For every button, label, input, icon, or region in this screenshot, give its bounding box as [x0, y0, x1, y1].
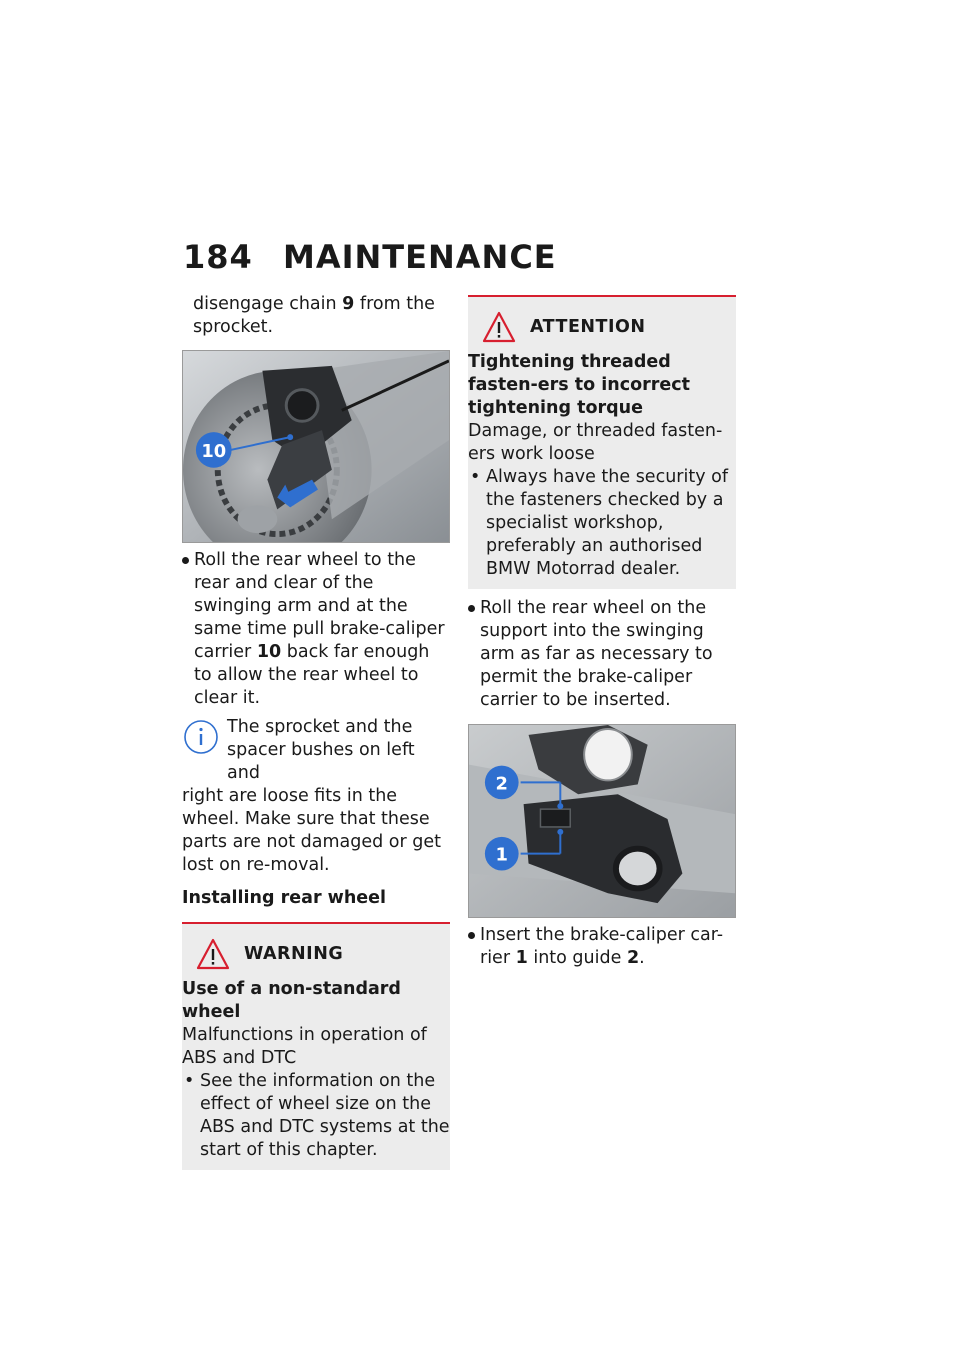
step-roll-wheel: Roll the rear wheel to the rear and clear of the swinging arm and at the same time pull brake-caliper carrier 10 back far enough to allow the rear wheel to clear it. [182, 549, 450, 710]
warning-bullet: • See the information on the effect of wheel size on the ABS and DTC systems at the start of this chapter. [184, 1071, 450, 1160]
note-text-rest: right are loose fits in the wheel. Make sure that these parts are not damaged or get lost on re-moval. [182, 786, 442, 875]
section-title: MAINTENANCE [283, 238, 557, 276]
page-number: 184 [183, 238, 253, 276]
info-icon [182, 718, 220, 756]
right-column [468, 295, 736, 970]
warning-heading: Use of a non-standard wheel [182, 979, 401, 1022]
warning-triangle-icon [196, 938, 230, 970]
bullet-dot [182, 557, 189, 564]
callout-label-2: 2 [495, 773, 508, 795]
attention-consequence: Damage, or threaded fasten-ers work loose [468, 421, 723, 464]
callout-label-1: 1 [495, 844, 508, 866]
caliper-carrier-photo [468, 724, 736, 918]
brake-caliper-illustration [183, 351, 449, 542]
step-insert-carrier: Insert the brake-caliper car-rier 1 into guide 2. [468, 924, 736, 970]
bullet-dot [468, 605, 475, 612]
attention-bullet: • Always have the security of the fasteners checked by a specialist workshop, preferably an authorised BMW Motorrad dealer. [470, 467, 728, 579]
warning-box [182, 922, 450, 1170]
intro-text: disengage chain 9 from the sprocket. [193, 294, 435, 337]
attention-title: ATTENTION [530, 316, 646, 337]
step-roll-on-support: Roll the rear wheel on the support into the swinging arm as far as necessary to permit the brake-caliper carrier to be inserted. [468, 597, 736, 712]
note-text-first: The sprocket and the spacer bushes on left and [227, 717, 415, 783]
left-column [182, 293, 450, 1170]
page-header [183, 238, 557, 276]
caliper-carrier-illustration [469, 725, 735, 917]
warning-consequence: Malfunctions in operation of ABS and DTC [182, 1025, 427, 1068]
warning-body [182, 970, 450, 1162]
attention-triangle-icon [482, 311, 516, 343]
warning-title-row [182, 938, 450, 970]
info-note [182, 716, 450, 877]
subheading-installing: Installing rear wheel [182, 888, 387, 908]
attention-title-row [468, 311, 736, 343]
attention-box [468, 295, 736, 589]
attention-heading: Tightening threaded fasten-ers to incorrect tightening torque [468, 352, 691, 418]
brake-caliper-photo [182, 350, 450, 543]
bullet-dot [468, 932, 475, 939]
warning-title: WARNING [244, 943, 344, 964]
callout-label-10: 10 [201, 440, 227, 462]
attention-body [468, 343, 736, 581]
